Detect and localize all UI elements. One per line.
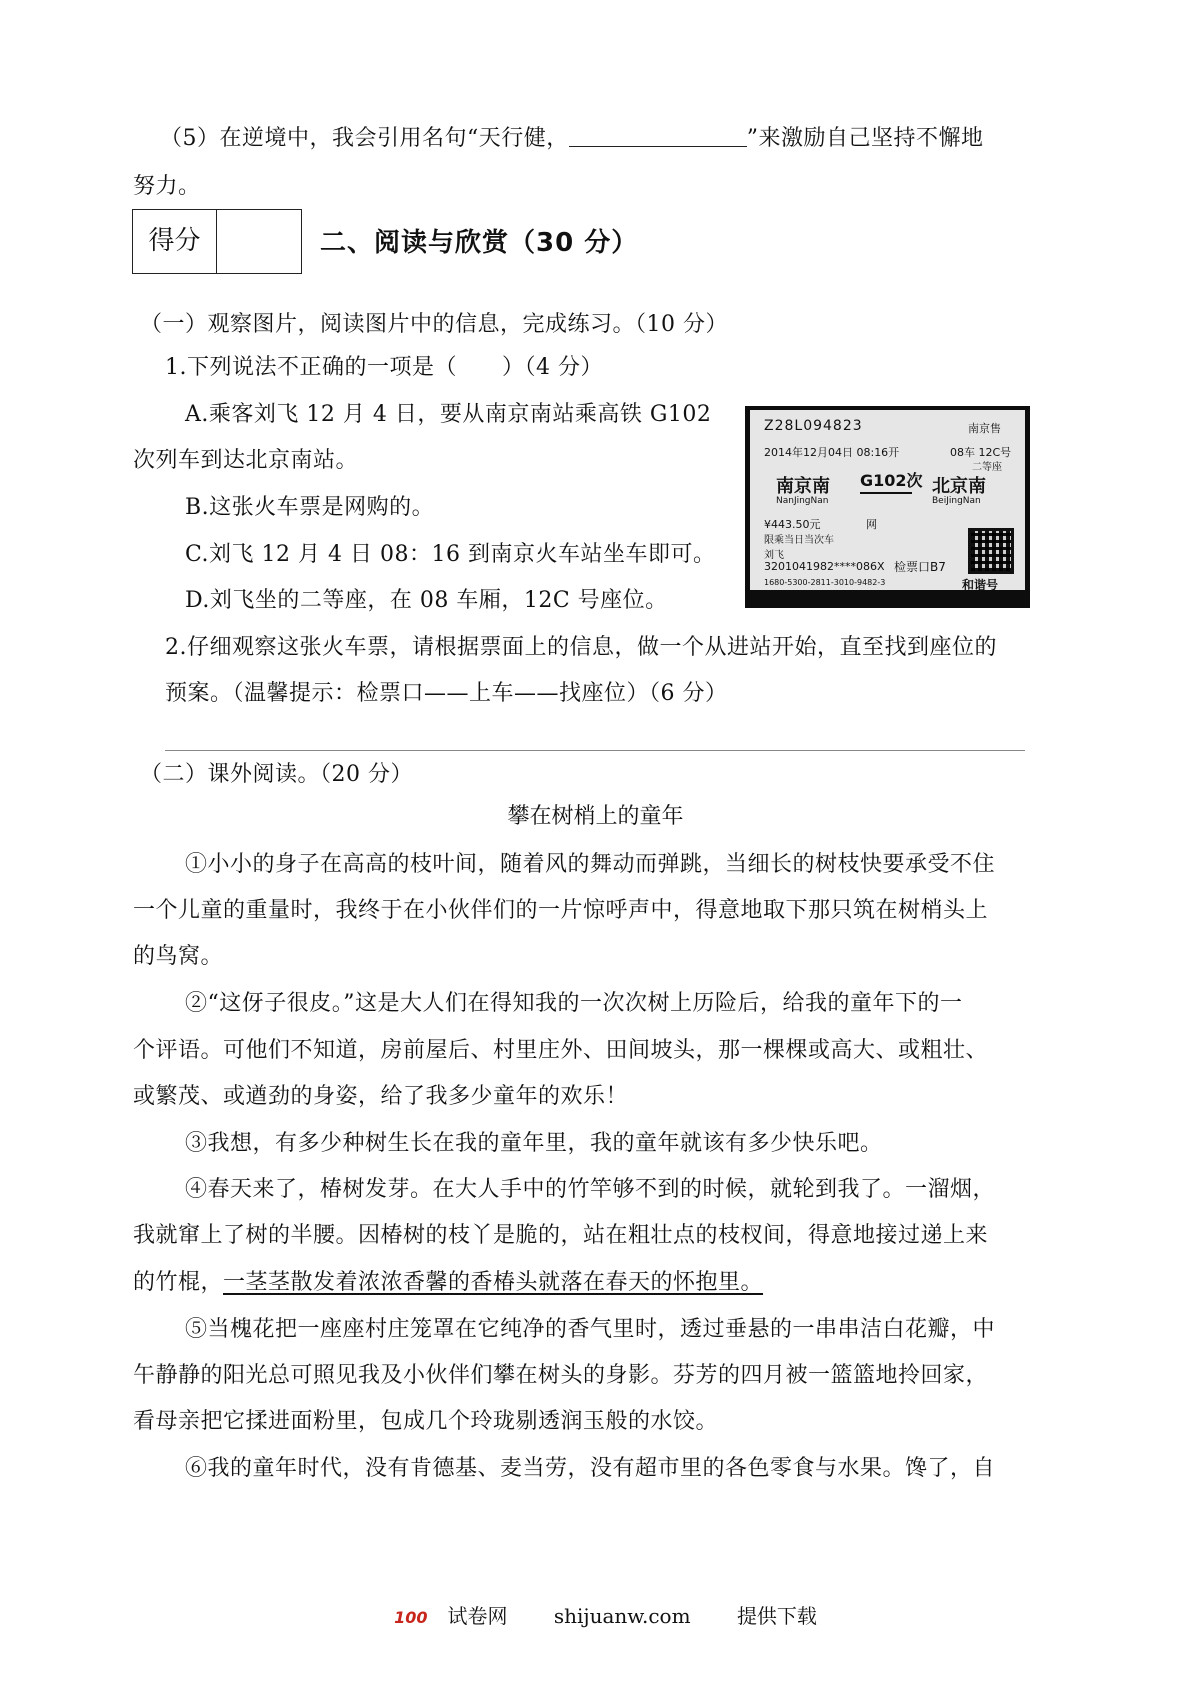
ticket-brand: 和谐号 [962,578,999,590]
paragraph-5-line-2: 午静静的阳光总可照见我及小伙伴们攀在树头的身影。芬芳的四月被一篮篮地拎回家， [133,1363,989,1388]
page-footer [0,1600,1191,1629]
ticket-arrow-icon [860,492,912,494]
ticket-train-number: G102次 [860,471,923,490]
answer-line[interactable] [165,750,1025,751]
ticket-face [750,410,1025,590]
ticket-price: ¥443.50元 [764,518,821,531]
option-c: C.刘飞 12 月 4 日 08：16 到南京火车站坐车即可。 [185,542,716,567]
option-a-line-2: 次列车到达北京南站。 [133,448,359,473]
paragraph-6-line-1: ⑥我的童年时代，没有肯德基、麦当劳，没有超市里的各色零食与水果。馋了，自 [185,1456,996,1481]
footer-domain-link[interactable]: shijuanw.com [553,1604,691,1628]
ticket-id-number: 3201041982****086X [764,560,885,573]
site-logo-icon: 100 [394,1608,428,1627]
paragraph-5-line-1: ⑤当槐花把一座座村庄笼罩在它纯净的香气里时，透过垂悬的一串串洁白花瓣，中 [185,1317,996,1342]
question-5-line-2: 努力。 [133,174,201,199]
score-label: 得分 [133,210,217,273]
paragraph-2-line-3: 或繁茂、或遒劲的身姿，给了我多少童年的欢乐！ [133,1084,629,1109]
ticket-seller: 南京售 [968,422,1001,435]
paragraph-4-line-1: ④春天来了，椿树发芽。在大人手中的竹竿够不到的时候，就轮到我了。一溜烟， [185,1177,996,1202]
question-5-line-1: （5）在逆境中，我会引用名句“天行健， ”来激励自己坚持不懈地 [160,126,984,151]
paragraph-4-line-3: 的竹棍，一茎茎散发着浓浓香馨的香椿头就落在春天的怀抱里。 [133,1270,764,1295]
ticket-gate: 检票口B7 [894,560,946,574]
question-1: 1.下列说法不正确的一项是（ ）（4 分） [165,355,603,380]
option-b: B.这张火车票是网购的。 [185,495,435,520]
footer-note: 提供下载 [736,1604,817,1628]
train-ticket-image [745,406,1030,608]
ticket-seat: 08车 12C号 [950,446,1012,459]
paragraph-4-line-2: 我就窜上了树的半腰。因椿树的枝丫是脆的，站在粗壮点的枝杈间，得意地接过递上来 [133,1223,989,1248]
ticket-passenger: 刘飞 [764,550,784,561]
qr-code-icon [968,528,1014,574]
paragraph-1-line-1: ①小小的身子在高高的枝叶间，随着风的舞动而弹跳，当细长的树枝快要承受不住 [185,852,996,877]
paragraph-3: ③我想，有多少种树生长在我的童年里，我的童年就该有多少快乐吧。 [185,1131,883,1156]
ticket-to: 北京南 [932,476,986,497]
paragraph-2-line-2: 个评语。可他们不知道，房前屋后、村里庄外、田间坡头，那一棵棵或高大、或粗壮、 [133,1038,989,1063]
option-a-line-1: A.乘客刘飞 12 月 4 日，要从南京南站乘高铁 G102 [185,402,712,427]
score-box [132,209,302,274]
footer-brand: 100 试卷网 [394,1604,508,1628]
ticket-from-pinyin: NanJingNan [776,496,829,506]
section-2-title: 二、阅读与欣赏（30 分） [320,228,639,258]
question-2-line-2: 预案。（温馨提示：检票口——上车——找座位）（6 分） [165,681,728,706]
paragraph-1-line-3: 的鸟窝。 [133,944,224,969]
underlined-sentence: 一茎茎散发着浓浓香馨的香椿头就落在春天的怀抱里。 [223,1270,764,1295]
paragraph-5-line-3: 看母亲把它揉进面粉里，包成几个玲珑剔透润玉般的水饺。 [133,1409,719,1434]
ticket-from: 南京南 [776,476,830,497]
ticket-code: 1680-5300-2811-3010-9482-3 [764,578,886,587]
ticket-seat-class: 二等座 [972,462,1002,473]
ticket-net-mark: 网 [866,518,877,531]
article-title: 攀在树梢上的童年 [507,804,684,829]
ticket-serial: Z28L094823 [764,418,863,434]
score-value-field[interactable] [217,210,301,273]
question-2-line-1: 2.仔细观察这张火车票，请根据票面上的信息，做一个从进站开始，直至找到座位的 [165,635,997,660]
ticket-datetime: 2014年12月04日 08:16开 [764,446,900,459]
part-1-header: （一）观察图片，阅读图片中的信息，完成练习。（10 分） [140,312,728,337]
ticket-note: 限乘当日当次车 [764,535,834,546]
option-d: D.刘飞坐的二等座，在 08 车厢，12C 号座位。 [185,588,668,613]
ticket-to-pinyin: BeiJingNan [932,496,981,506]
answer-blank[interactable] [569,124,747,147]
paragraph-2-line-1: ②“这伢子很皮。”这是大人们在得知我的一次次树上历险后，给我的童年下的一 [185,991,963,1016]
paragraph-1-line-2: 一个儿童的重量时，我终于在小伙伴们的一片惊呼声中，得意地取下那只筑在树梢头上 [133,898,989,923]
part-2-header: （二）课外阅读。（20 分） [140,762,413,787]
